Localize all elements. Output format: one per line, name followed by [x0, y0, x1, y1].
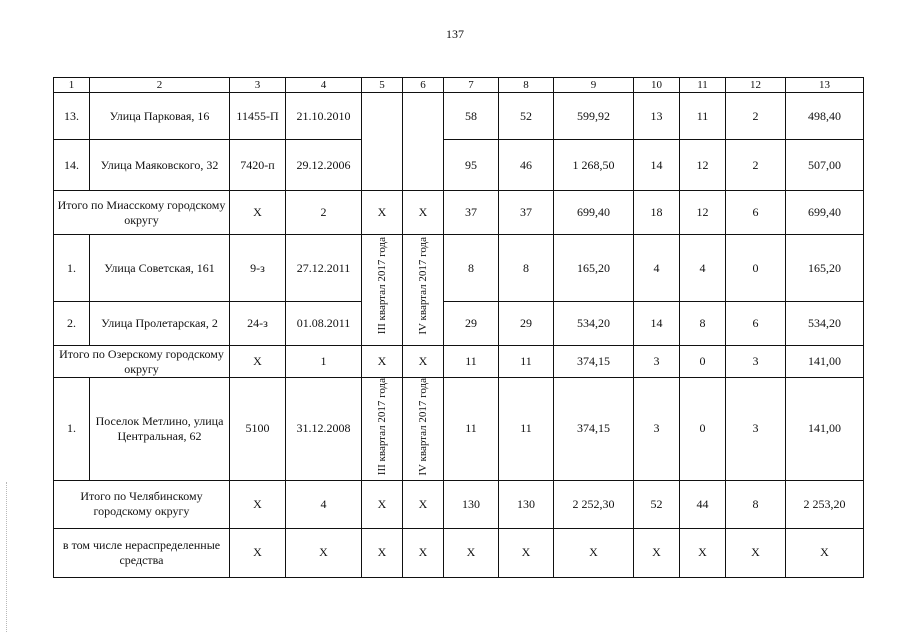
value-cell: 534,20: [554, 302, 634, 346]
value-cell: X: [230, 528, 286, 577]
value-cell: 13: [634, 93, 680, 140]
row-number: 14.: [54, 140, 90, 191]
date-cell: 21.10.2010: [286, 93, 362, 140]
value-cell: X: [403, 528, 444, 577]
page-number: 137: [446, 27, 464, 41]
document-number-cell: 7420-п: [230, 140, 286, 191]
value-cell: 0: [726, 235, 786, 302]
value-cell: 8: [444, 235, 499, 302]
period-end-text: IV квартал 2017 года: [417, 378, 429, 476]
value-cell: 95: [444, 140, 499, 191]
column-number: 11: [680, 78, 726, 93]
address-cell: Улица Пролетарская, 2: [90, 302, 230, 346]
value-cell: 130: [499, 480, 554, 528]
value-cell: 8: [499, 235, 554, 302]
date-cell: 01.08.2011: [286, 302, 362, 346]
value-cell: 11: [499, 346, 554, 378]
value-cell: X: [499, 528, 554, 577]
value-cell: 4: [286, 480, 362, 528]
value-cell: X: [403, 191, 444, 235]
value-cell: X: [362, 346, 403, 378]
table-row: [54, 302, 864, 346]
value-cell: 1: [286, 346, 362, 378]
subtotal-label: Итого по Миасскому городскому округу: [54, 191, 230, 235]
table-row: [54, 93, 864, 140]
value-cell: 374,15: [554, 346, 634, 378]
value-cell: 2: [726, 140, 786, 191]
column-number: 4: [286, 78, 362, 93]
value-cell: X: [680, 528, 726, 577]
address-cell: Улица Маяковского, 32: [90, 140, 230, 191]
date-cell: 31.12.2008: [286, 378, 362, 481]
value-cell: 2 253,20: [786, 480, 864, 528]
period-start-text: III квартал 2017 года: [376, 237, 388, 335]
value-cell: 4: [634, 235, 680, 302]
value-cell: X: [362, 480, 403, 528]
subtotal-row: [54, 191, 864, 235]
document-number-cell: 9-з: [230, 235, 286, 302]
margin-dotted-line: [6, 482, 7, 632]
address-cell: Улица Парковая, 16: [90, 93, 230, 140]
value-cell: 130: [444, 480, 499, 528]
value-cell: 8: [680, 302, 726, 346]
value-cell: 18: [634, 191, 680, 235]
value-cell: X: [230, 191, 286, 235]
unallocated-label: в том числе нераспределенные средства: [54, 528, 230, 577]
column-number: 6: [403, 78, 444, 93]
date-cell: 27.12.2011: [286, 235, 362, 302]
value-cell: 599,92: [554, 93, 634, 140]
date-cell: 29.12.2006: [286, 140, 362, 191]
empty-cell: [362, 93, 403, 191]
value-cell: 507,00: [786, 140, 864, 191]
row-number: 13.: [54, 93, 90, 140]
subtotal-label: Итого по Озерскому городскому округу: [54, 346, 230, 378]
value-cell: 0: [680, 378, 726, 481]
document-number-cell: 5100: [230, 378, 286, 481]
value-cell: 165,20: [786, 235, 864, 302]
table-row: [54, 140, 864, 191]
value-cell: X: [634, 528, 680, 577]
value-cell: X: [444, 528, 499, 577]
period-start-cell: [362, 378, 403, 481]
value-cell: 44: [680, 480, 726, 528]
value-cell: 699,40: [786, 191, 864, 235]
period-end-cell: [403, 235, 444, 346]
value-cell: 2: [726, 93, 786, 140]
value-cell: 534,20: [786, 302, 864, 346]
value-cell: X: [554, 528, 634, 577]
address-cell: Улица Советская, 161: [90, 235, 230, 302]
row-number: 1.: [54, 378, 90, 481]
subtotal-row: [54, 346, 864, 378]
value-cell: 29: [499, 302, 554, 346]
column-number-row: [54, 78, 864, 93]
value-cell: 1 268,50: [554, 140, 634, 191]
period-start-text: III квартал 2017 года: [376, 378, 388, 476]
value-cell: 29: [444, 302, 499, 346]
table-row: [54, 235, 864, 302]
value-cell: 3: [726, 378, 786, 481]
value-cell: 498,40: [786, 93, 864, 140]
empty-cell: [403, 93, 444, 191]
value-cell: 374,15: [554, 378, 634, 481]
value-cell: 37: [444, 191, 499, 235]
column-number: 7: [444, 78, 499, 93]
value-cell: 11: [444, 346, 499, 378]
value-cell: X: [726, 528, 786, 577]
value-cell: 165,20: [554, 235, 634, 302]
row-number: 2.: [54, 302, 90, 346]
column-number: 1: [54, 78, 90, 93]
value-cell: 14: [634, 302, 680, 346]
value-cell: 2: [286, 191, 362, 235]
subtotal-label: Итого по Челябинскому городскому округу: [54, 480, 230, 528]
row-number: 1.: [54, 235, 90, 302]
value-cell: 52: [499, 93, 554, 140]
table-row: [54, 378, 864, 481]
column-number: 10: [634, 78, 680, 93]
value-cell: 8: [726, 480, 786, 528]
period-end-cell: [403, 378, 444, 481]
value-cell: 2 252,30: [554, 480, 634, 528]
column-number: 8: [499, 78, 554, 93]
value-cell: 11: [680, 93, 726, 140]
column-number: 2: [90, 78, 230, 93]
value-cell: X: [230, 346, 286, 378]
value-cell: 699,40: [554, 191, 634, 235]
value-cell: 4: [680, 235, 726, 302]
value-cell: 12: [680, 191, 726, 235]
column-number: 9: [554, 78, 634, 93]
value-cell: 3: [634, 378, 680, 481]
value-cell: 141,00: [786, 378, 864, 481]
value-cell: 52: [634, 480, 680, 528]
value-cell: 11: [499, 378, 554, 481]
value-cell: 37: [499, 191, 554, 235]
value-cell: 141,00: [786, 346, 864, 378]
column-number: 12: [726, 78, 786, 93]
value-cell: 58: [444, 93, 499, 140]
value-cell: X: [286, 528, 362, 577]
address-cell: Поселок Метлино, улица Центральная, 62: [90, 378, 230, 481]
value-cell: 46: [499, 140, 554, 191]
value-cell: 3: [726, 346, 786, 378]
value-cell: X: [403, 480, 444, 528]
value-cell: 3: [634, 346, 680, 378]
column-number: 5: [362, 78, 403, 93]
value-cell: X: [362, 191, 403, 235]
value-cell: X: [362, 528, 403, 577]
data-table: [53, 77, 864, 578]
period-start-cell: [362, 235, 403, 346]
value-cell: 14: [634, 140, 680, 191]
column-number: 13: [786, 78, 864, 93]
value-cell: 0: [680, 346, 726, 378]
document-number-cell: 24-з: [230, 302, 286, 346]
value-cell: X: [786, 528, 864, 577]
value-cell: 6: [726, 191, 786, 235]
value-cell: 11: [444, 378, 499, 481]
value-cell: 6: [726, 302, 786, 346]
unallocated-row: [54, 528, 864, 577]
value-cell: X: [403, 346, 444, 378]
value-cell: X: [230, 480, 286, 528]
subtotal-row: [54, 480, 864, 528]
period-end-text: IV квартал 2017 года: [417, 237, 429, 335]
document-number-cell: 11455-П: [230, 93, 286, 140]
value-cell: 12: [680, 140, 726, 191]
column-number: 3: [230, 78, 286, 93]
